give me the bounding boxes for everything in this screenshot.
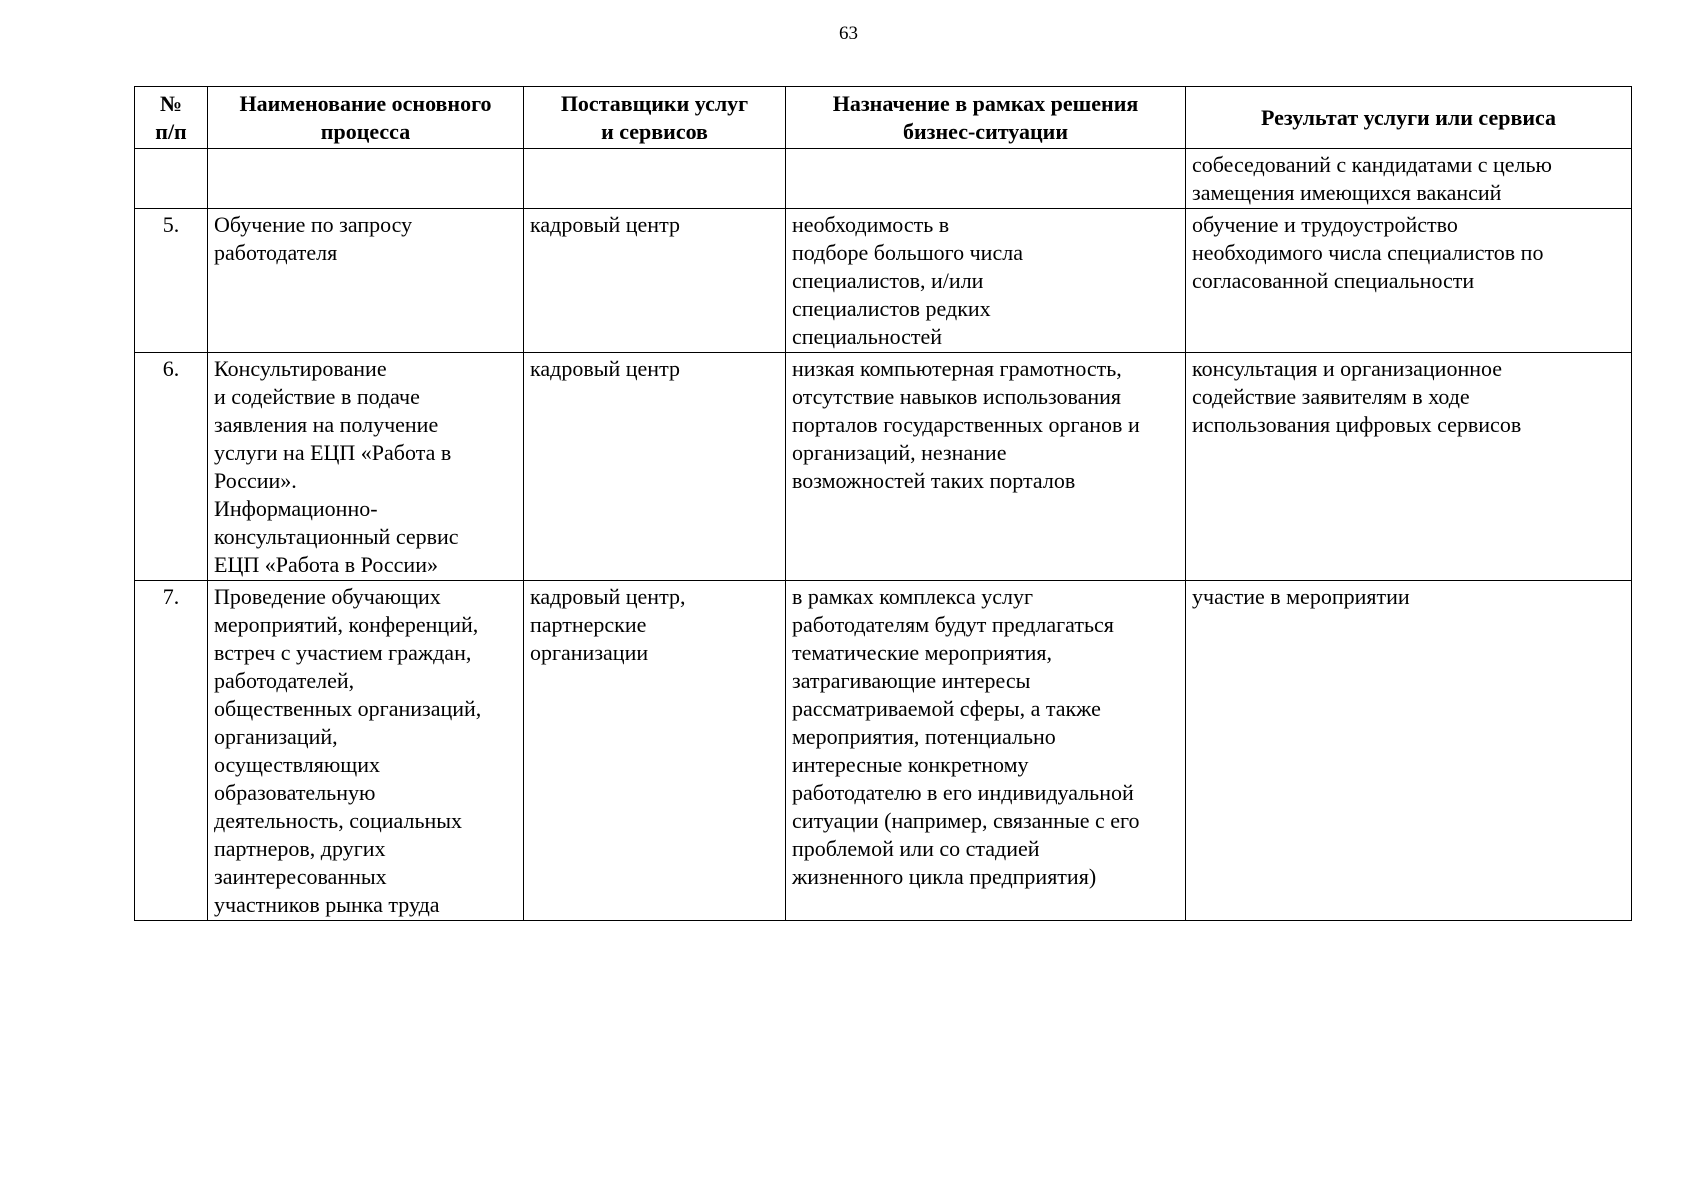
table-header-row <box>135 87 1632 149</box>
cell-providers <box>524 209 786 353</box>
cell-line: замещения имеющихся вакансий <box>1192 180 1502 205</box>
cell-line: порталов государственных органов и <box>792 412 1140 437</box>
cell-line: рассматриваемой сферы, а также <box>792 696 1101 721</box>
cell-line: низкая компьютерная грамотность, <box>792 356 1122 381</box>
cell-line: собеседований с кандидатами с целью <box>1192 152 1552 177</box>
cell-line: жизненного цикла предприятия) <box>792 864 1097 889</box>
header-line: Результат услуги или сервиса <box>1260 104 1557 130</box>
cell-line: мероприятий, конференций, <box>214 612 479 637</box>
cell-providers <box>524 149 786 209</box>
services-table <box>134 86 1632 921</box>
cell-line: встреч с участием граждан, <box>214 640 472 665</box>
cell-line: кадровый центр <box>530 212 680 237</box>
header-num <box>135 87 208 149</box>
cell-process-name <box>208 581 524 921</box>
cell-line: услуги на ЕЦП «Работа в <box>214 440 452 465</box>
header-line: Наименование основного <box>239 90 492 116</box>
cell-line: Информационно- <box>214 496 378 521</box>
cell-result <box>1186 149 1632 209</box>
cell-line: Обучение по запросу <box>214 212 413 237</box>
cell-num: 6. <box>135 353 208 581</box>
table-row <box>135 353 1632 581</box>
cell-line: интересные конкретному <box>792 752 1029 777</box>
cell-line: организации <box>530 640 649 665</box>
cell-line: содействие заявителям в ходе <box>1192 384 1470 409</box>
cell-line: и содействие в подаче <box>214 384 420 409</box>
header-result <box>1186 87 1632 149</box>
table-row <box>135 581 1632 921</box>
cell-line: работодателю в его индивидуальной <box>792 780 1134 805</box>
header-providers <box>524 87 786 149</box>
cell-num: 5. <box>135 209 208 353</box>
header-line: Поставщики услуг <box>560 90 749 116</box>
cell-line: специальностей <box>792 324 943 349</box>
cell-line: специалистов, и/или <box>792 268 984 293</box>
cell-line: в рамках комплекса услуг <box>792 584 1033 609</box>
cell-line: партнерские <box>530 612 647 637</box>
header-line: № <box>159 90 183 116</box>
table-row <box>135 209 1632 353</box>
cell-line: заинтересованных <box>214 864 387 889</box>
cell-line: необходимого числа специалистов по <box>1192 240 1544 265</box>
cell-line: согласованной специальности <box>1192 268 1475 293</box>
cell-process-name <box>208 353 524 581</box>
cell-line: Проведение обучающих <box>214 584 441 609</box>
cell-line: затрагивающие интересы <box>792 668 1031 693</box>
cell-result <box>1186 353 1632 581</box>
cell-line: проблемой или со стадией <box>792 836 1040 861</box>
cell-line: организаций, <box>214 724 338 749</box>
cell-providers <box>524 353 786 581</box>
cell-line: образовательную <box>214 780 376 805</box>
cell-line: использования цифровых сервисов <box>1192 412 1522 437</box>
cell-line: обучение и трудоустройство <box>1192 212 1458 237</box>
cell-line: ЕЦП «Работа в России» <box>214 552 438 577</box>
cell-line: консультационный сервис <box>214 524 459 549</box>
cell-line: консультация и организационное <box>1192 356 1503 381</box>
cell-line: работодателя <box>214 240 338 265</box>
cell-process-name <box>208 149 524 209</box>
cell-line: ситуации (например, связанные с его <box>792 808 1140 833</box>
table-row <box>135 149 1632 209</box>
cell-num <box>135 149 208 209</box>
cell-line: организаций, незнание <box>792 440 1007 465</box>
page-number: 63 <box>839 23 858 44</box>
cell-result <box>1186 209 1632 353</box>
cell-line: партнеров, других <box>214 836 386 861</box>
cell-line: участие в мероприятии <box>1192 584 1410 609</box>
cell-line: осуществляющих <box>214 752 380 777</box>
header-line: и сервисов <box>601 118 708 144</box>
cell-line: России». <box>214 468 297 493</box>
cell-line: работодателям будут предлагаться <box>792 612 1114 637</box>
cell-line: работодателей, <box>214 668 355 693</box>
header-process-name <box>208 87 524 149</box>
header-line: процесса <box>320 118 411 144</box>
cell-line: общественных организаций, <box>214 696 482 721</box>
cell-num: 7. <box>135 581 208 921</box>
cell-line: необходимость в <box>792 212 950 237</box>
cell-line: заявления на получение <box>214 412 439 437</box>
cell-line: кадровый центр, <box>530 584 686 609</box>
header-line: бизнес-ситуации <box>902 118 1068 144</box>
table-body <box>135 149 1632 921</box>
cell-line: специалистов редких <box>792 296 991 321</box>
cell-purpose <box>786 581 1186 921</box>
cell-line: Консультирование <box>214 356 387 381</box>
cell-providers <box>524 581 786 921</box>
cell-line: возможностей таких порталов <box>792 468 1076 493</box>
header-line: п/п <box>155 118 187 144</box>
cell-purpose <box>786 149 1186 209</box>
cell-line: деятельность, социальных <box>214 808 463 833</box>
cell-purpose <box>786 353 1186 581</box>
cell-purpose <box>786 209 1186 353</box>
cell-line: кадровый центр <box>530 356 680 381</box>
cell-process-name <box>208 209 524 353</box>
cell-line: участников рынка труда <box>214 892 440 917</box>
cell-line: мероприятия, потенциально <box>792 724 1056 749</box>
cell-line: тематические мероприятия, <box>792 640 1052 665</box>
header-line: Назначение в рамках решения <box>832 90 1139 116</box>
cell-line: отсутствие навыков использования <box>792 384 1122 409</box>
header-purpose <box>786 87 1186 149</box>
cell-line: подборе большого числа <box>792 240 1023 265</box>
cell-result <box>1186 581 1632 921</box>
